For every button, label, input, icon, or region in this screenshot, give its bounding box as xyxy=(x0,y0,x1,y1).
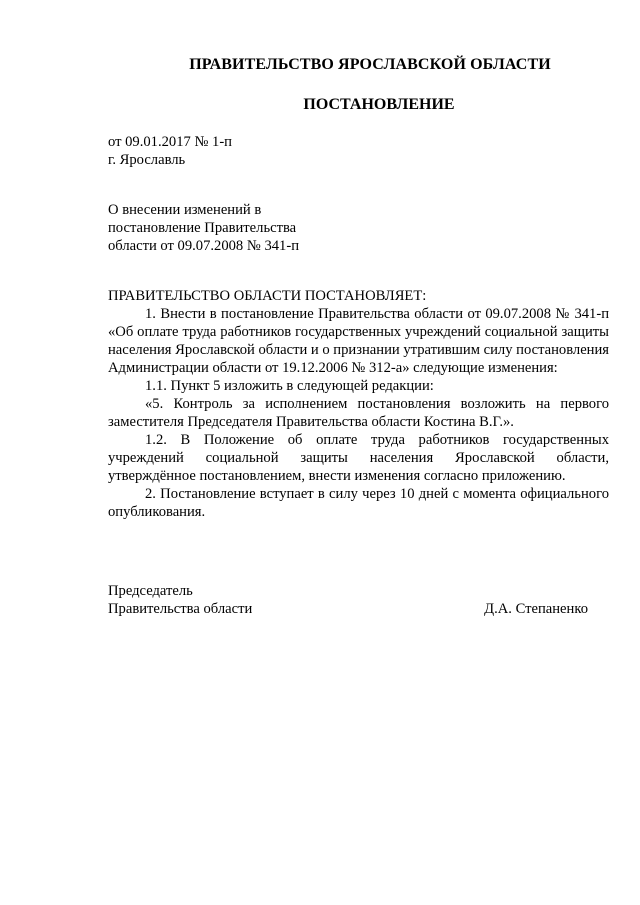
signatory-row xyxy=(108,600,588,618)
paragraph-1-2: 1.2. В Положение об оплате труда работников государственных учреждений социальной защиты населения Ярославской области, утверждённое постановлением, внести изменения согласно приложению. xyxy=(108,432,609,484)
signatory-position-line: Председатель xyxy=(108,583,193,599)
signatory-position-line: Правительства области xyxy=(108,601,253,617)
signature-block xyxy=(108,582,588,618)
subject-line: О внесении изменений в xyxy=(108,202,262,218)
government-title: ПРАВИТЕЛЬСТВО ЯРОСЛАВСКОЙ ОБЛАСТИ xyxy=(189,56,551,73)
city: г. Ярославль xyxy=(108,152,186,168)
document-subject xyxy=(108,201,368,255)
subject-line: области от 09.07.2008 № 341-п xyxy=(108,238,300,254)
document-meta xyxy=(108,133,232,169)
paragraph-2: 2. Постановление вступает в силу через 10 дней с момента официального опубликования. xyxy=(108,486,609,520)
signatory-name: Д.А. Степаненко xyxy=(484,601,588,617)
document-type: ПОСТАНОВЛЕНИЕ xyxy=(303,96,455,113)
document-body xyxy=(108,287,609,521)
paragraph-quote: «5. Контроль за исполнением постановления возложить на первого заместителя Председателя Правительства области Костина В.Г.». xyxy=(108,396,609,430)
subject-line: постановление Правительства xyxy=(108,220,297,236)
paragraph-1-1: 1.1. Пункт 5 изложить в следующей редакции: xyxy=(145,378,434,394)
paragraph-1: 1. Внести в постановление Правительства области от 09.07.2008 № 341-п «Об оплате труда работников государственных учреждений социальной защиты населения Ярославской области и о признании утратившим силу постановления Администрации области от 19.12.2006 № 312-а» следующие изменения: xyxy=(108,306,610,376)
date-number: от 09.01.2017 № 1-п xyxy=(108,134,232,150)
resolution-lead: ПРАВИТЕЛЬСТВО ОБЛАСТИ ПОСТАНОВЛЯЕТ: xyxy=(108,288,427,304)
